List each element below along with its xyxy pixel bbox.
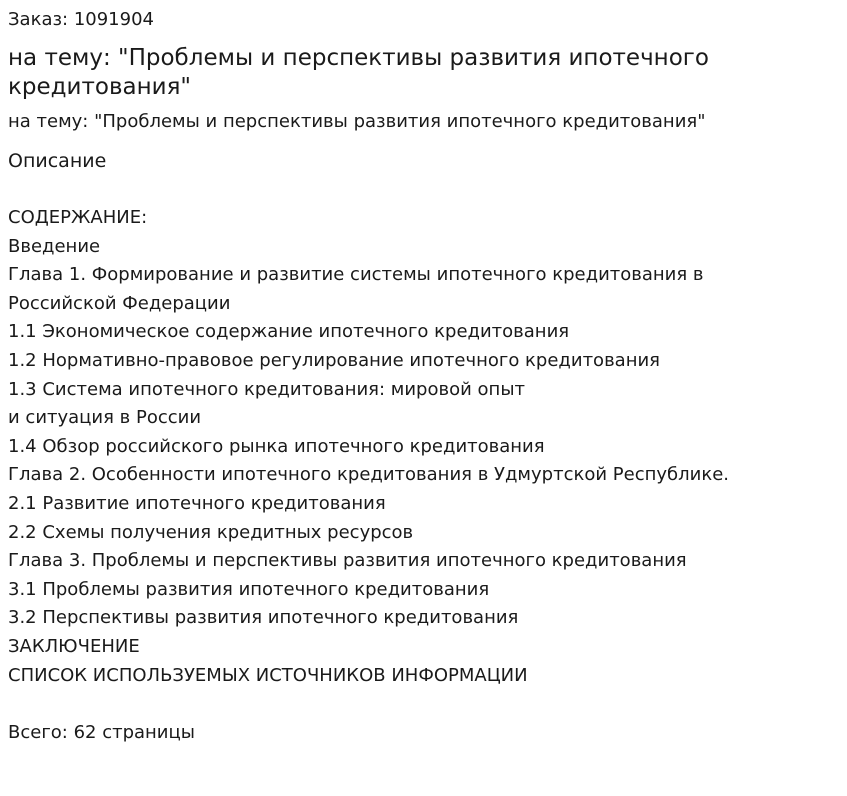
toc-line: 1.1 Экономическое содержание ипотечного кредитования	[8, 321, 570, 343]
page-subtitle: на тему: "Проблемы и перспективы развития ипотечного кредитования"	[8, 111, 706, 132]
table-of-contents	[8, 204, 839, 747]
toc-heading: СОДЕРЖАНИЕ:	[8, 207, 148, 228]
page-title-line-2: кредитования"	[8, 74, 192, 100]
toc-line: 1.2 Нормативно-правовое регулирование ипотечного кредитования	[8, 349, 661, 371]
toc-line: 3.1 Проблемы развития ипотечного кредитования	[8, 578, 490, 600]
toc-line: 2.2 Схемы получения кредитных ресурсов	[8, 521, 414, 543]
description-heading: Описание	[8, 150, 107, 172]
toc-line: СПИСОК ИСПОЛЬЗУЕМЫХ ИСТОЧНИКОВ ИНФОРМАЦИИ	[8, 664, 528, 686]
toc-line: и ситуация в России	[8, 407, 202, 429]
toc-line: ЗАКЛЮЧЕНИЕ	[8, 635, 140, 657]
toc-line: Глава 3. Проблемы и перспективы развития ипотечного кредитования	[8, 550, 687, 572]
toc-line: 1.3 Система ипотечного кредитования: мировой опыт	[8, 378, 526, 400]
order-number: Заказ: 1091904	[8, 9, 154, 30]
toc-line: 1.4 Обзор российского рынка ипотечного кредитования	[8, 435, 545, 457]
total-pages: Всего: 62 страницы	[8, 721, 195, 743]
toc-line: 2.1 Развитие ипотечного кредитования	[8, 492, 386, 514]
page-title	[8, 44, 839, 102]
blank-line	[8, 690, 839, 719]
toc-line: Глава 1. Формирование и развитие системы ипотечного кредитования в	[8, 264, 704, 286]
toc-line: 3.2 Перспективы развития ипотечного кредитования	[8, 607, 519, 629]
toc-line: Введение	[8, 235, 101, 257]
toc-line: Глава 2. Особенности ипотечного кредитования в Удмуртской Республике.	[8, 464, 729, 486]
page-title-line-1: на тему: "Проблемы и перспективы развития ипотечного	[8, 45, 709, 71]
toc-line: Российской Федерации	[8, 292, 231, 314]
